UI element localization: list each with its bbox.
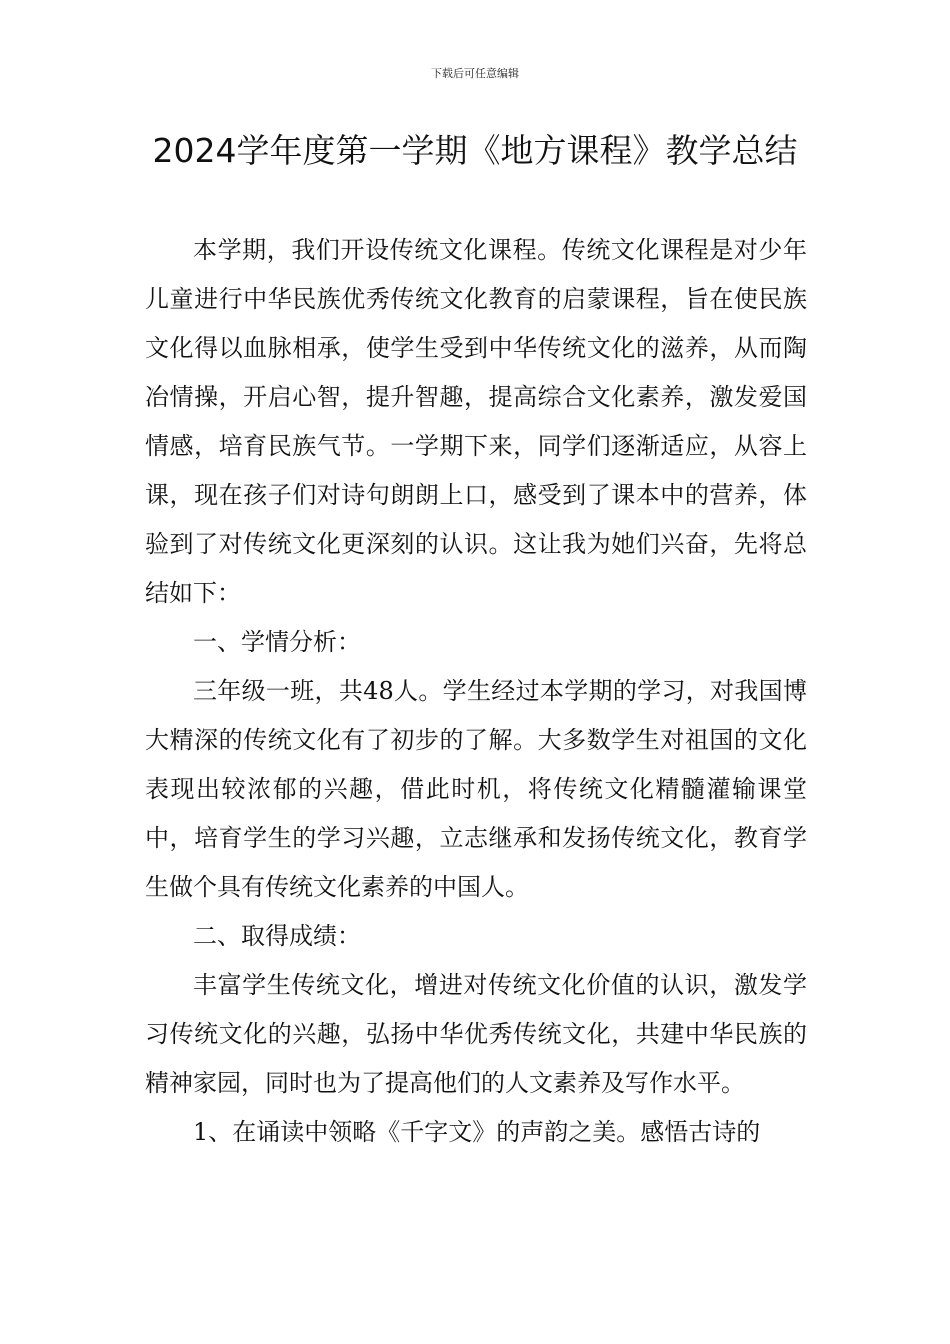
header-note: 下载后可任意编辑 (431, 67, 519, 80)
paragraph-intro: 本学期，我们开设传统文化课程。传统文化课程是对少年儿童进行中华民族优秀传统文化教育的启蒙课程，旨在使民族文化得以血脉相承，使学生受到中华传统文化的滋养，从而陶冶情操，开启心智，提升智趣，提高综合文化素养，激发爱国情感，培育民族气节。一学期下来，同学们逐渐适应，从容上课，现在孩子们对诗句朗朗上口，感受到了课本中的营养，体验到了对传统文化更深刻的认识。这让我为她们兴奋，先将总结如下： (145, 236, 807, 607)
document-body (145, 226, 807, 1157)
paragraph-achievements: 丰富学生传统文化，增进对传统文化价值的认识，激发学习传统文化的兴趣，弘扬中华优秀传统文化，共建中华民族的精神家园，同时也为了提高他们的人文素养及写作水平。 (145, 971, 807, 1097)
paragraph-analysis: 三年级一班，共48人。学生经过本学期的学习，对我国博大精深的传统文化有了初步的了解。大多数学生对祖国的文化表现出较浓郁的兴趣，借此时机，将传统文化精髓灌输课堂中，培育学生的学习兴趣，立志继承和发扬传统文化，教育学生做个具有传统文化素养的中国人。 (145, 677, 807, 901)
section-heading-analysis: 一、学情分析： (193, 628, 361, 656)
page-title: 2024学年度第一学期《地方课程》教学总结 (152, 131, 798, 170)
section-heading-achievements: 二、取得成绩： (193, 922, 361, 950)
paragraph-item-1: 1、在诵读中领略《千字文》的声韵之美。感悟古诗的 (193, 1118, 761, 1146)
